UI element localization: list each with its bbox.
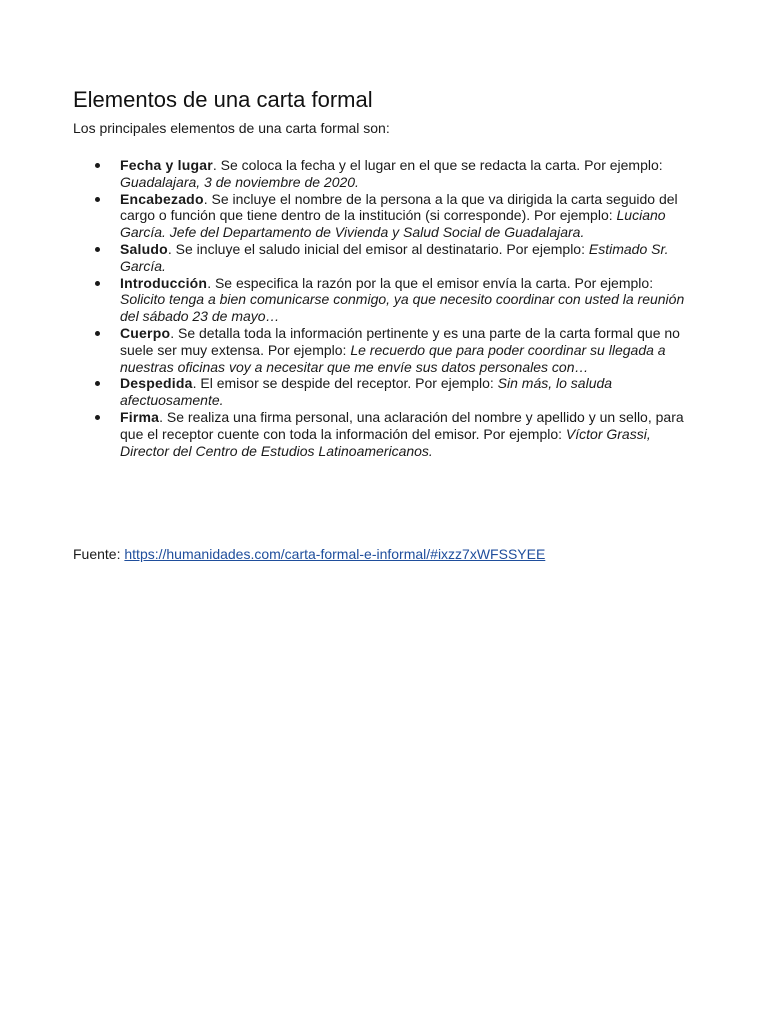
document-page [73, 86, 701, 459]
bullet-icon [95, 381, 100, 386]
item-term: Saludo [120, 240, 168, 257]
item-text: . Se coloca la fecha y el lugar en el que se redacta la carta. Por ejemplo: [212, 157, 663, 173]
item-example: Víctor Grassi, Director del Centro de Estudios Latinoamericanos. [120, 425, 651, 459]
item-example: Le recuerdo que para poder coordinar su llegada a nuestras oficinas voy a necesitar que me envíe sus datos personales con… [120, 341, 666, 375]
item-text: . Se incluye el saludo inicial del emisor al destinatario. Por ejemplo: [167, 240, 589, 257]
source-line [73, 546, 545, 563]
item-example: Guadalajara, 3 de noviembre de 2020. [120, 173, 359, 190]
item-term: Despedida [120, 375, 193, 392]
item-term: Introducción [120, 274, 208, 291]
item-text: . El emisor se despide del receptor. Por ejemplo: [192, 375, 498, 392]
item-example: Sin más, lo saluda afectuosamente. [120, 375, 613, 409]
item-text: . Se realiza una firma personal, una aclaración del nombre y apellido y un sello, para que el receptor cuente con toda la información del emisor. Por ejemplo: [120, 408, 684, 442]
item-term: Firma [120, 408, 160, 425]
source-label: Fuente: [73, 546, 125, 562]
elements-list [73, 157, 701, 459]
bullet-icon [95, 163, 100, 168]
bullet-icon [95, 415, 100, 420]
list-item [73, 325, 701, 375]
bullet-icon [95, 281, 100, 286]
list-item [73, 409, 701, 459]
item-example: Luciano García. Jefe del Departamento de Vivienda y Salud Social de Guadalajara. [120, 207, 666, 241]
list-item [73, 191, 701, 241]
item-example: Estimado Sr. García. [120, 240, 669, 274]
item-term: Fecha y lugar [120, 157, 213, 173]
document-title: Elementos de una carta formal [73, 87, 373, 112]
bullet-icon [95, 331, 100, 336]
item-term: Encabezado [120, 190, 204, 207]
bullet-icon [95, 247, 100, 252]
list-item [73, 275, 701, 325]
item-term: Cuerpo [120, 324, 171, 341]
item-text: . Se especifica la razón por la que el emisor envía la carta. Por ejemplo: [207, 274, 654, 291]
intro-paragraph: Los principales elementos de una carta formal son: [73, 120, 390, 136]
list-item [73, 241, 701, 275]
list-item [73, 375, 701, 409]
bullet-icon [95, 197, 100, 202]
item-text: . Se detalla toda la información pertinente y es una parte de la carta formal que no suele ser muy extensa. Por ejemplo: [120, 324, 680, 358]
list-item [73, 157, 701, 191]
item-text: . Se incluye el nombre de la persona a la que va dirigida la carta seguido del cargo o función que tiene dentro de la institución (si corresponde). Por ejemplo: [120, 190, 678, 224]
item-example: Solicito tenga a bien comunicarse conmigo, ya que necesito coordinar con usted la reunión del sábado 23 de mayo… [120, 291, 685, 325]
source-link[interactable]: https://humanidades.com/carta-formal-e-informal/#ixzz7xWFSSYEE [124, 546, 546, 562]
